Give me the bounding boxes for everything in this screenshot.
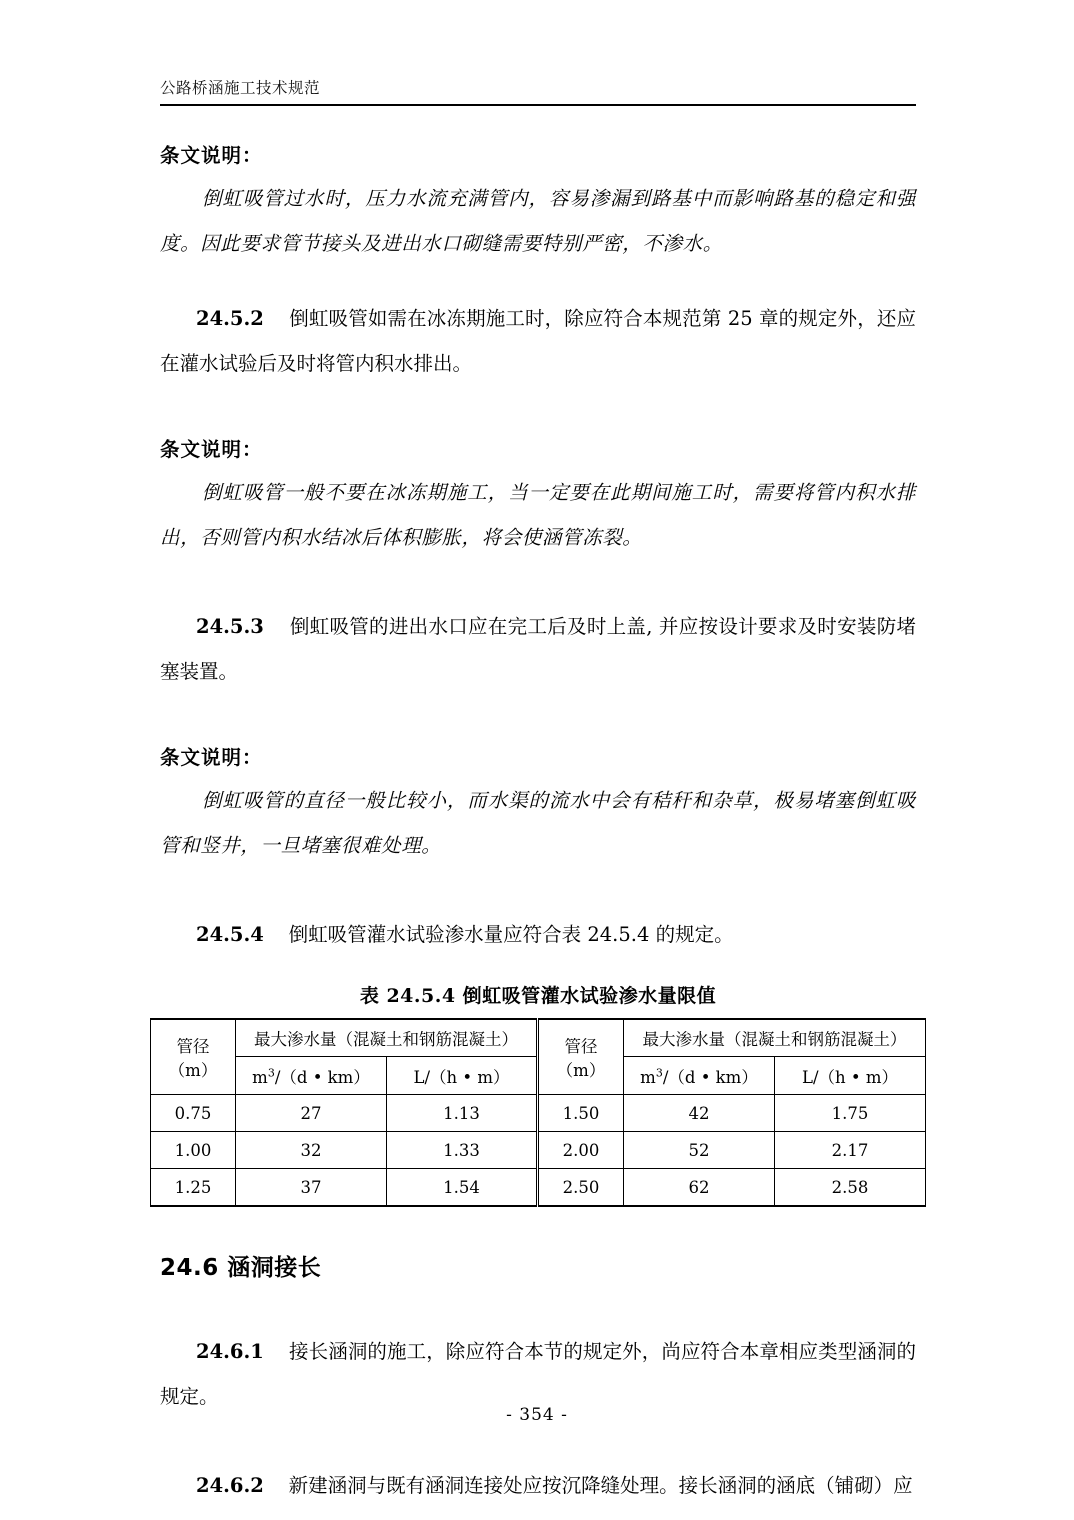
cell-m3-left: 27 xyxy=(236,1095,387,1132)
note-title-2: 条文说明： xyxy=(160,438,263,461)
clause-24-5-4-number: 24.5.4 xyxy=(196,923,264,946)
cell-m3-right: 42 xyxy=(624,1095,775,1132)
table-row xyxy=(151,1095,926,1132)
clause-24-5-4-text: 倒虹吸管灌水试验渗水量应符合表 24.5.4 的规定。 xyxy=(288,923,734,946)
unit-m3-base-r: m xyxy=(640,1067,656,1087)
cell-L-left: 1.13 xyxy=(387,1095,538,1132)
clause-24-5-3-number: 24.5.3 xyxy=(196,615,264,638)
header-seepage-group-left: 最大渗水量（混凝土和钢筋混凝土） xyxy=(236,1019,538,1057)
header-diameter-left-label: 管径 xyxy=(176,1037,210,1056)
header-diameter-left xyxy=(151,1019,236,1095)
page-content xyxy=(160,0,916,1508)
clause-24-6-2-text: 新建涵洞与既有涵洞连接处应按沉降缝处理。接长涵洞的涵底（铺砌）应 xyxy=(288,1474,913,1497)
cell-diameter-left: 1.00 xyxy=(151,1132,236,1169)
unit-m3-rest-l: /（d • km） xyxy=(274,1067,370,1087)
header-diameter-right-unit: （m） xyxy=(556,1061,606,1080)
cell-m3-left: 32 xyxy=(236,1132,387,1169)
header-diameter-left-unit: （m） xyxy=(168,1061,218,1080)
running-header: 公路桥涵施工技术规范 xyxy=(160,79,321,97)
header-unit-L-right: L/（h • m） xyxy=(775,1057,926,1095)
note-body-1-text: 倒虹吸管过水时，压力水流充满管内，容易渗漏到路基中而影响路基的稳定和强度。因此要求管节接头及进出水口砌缝需要特别严密，不渗水。 xyxy=(160,187,916,255)
cell-L-left: 1.33 xyxy=(387,1132,538,1169)
clause-24-6-2-number: 24.6.2 xyxy=(196,1474,264,1497)
cell-diameter-left: 1.25 xyxy=(151,1169,236,1207)
spacer xyxy=(160,106,916,136)
spacer xyxy=(160,1285,916,1329)
spacer xyxy=(160,560,916,604)
note-body-1 xyxy=(160,176,916,266)
cell-L-right: 2.17 xyxy=(775,1132,926,1169)
clause-24-5-2-text: 倒虹吸管如需在冰冻期施工时，除应符合本规范第 25 章的规定外，还应在灌水试验后及时将管内积水排出。 xyxy=(160,307,916,375)
spacer xyxy=(160,1207,916,1251)
cell-diameter-right: 2.00 xyxy=(538,1132,624,1169)
table-caption: 表 24.5.4 倒虹吸管灌水试验渗水量限值 xyxy=(359,985,717,1007)
cell-L-right: 1.75 xyxy=(775,1095,926,1132)
clause-24-5-4 xyxy=(160,912,916,957)
cell-L-left: 1.54 xyxy=(387,1169,538,1207)
cell-m3-left: 37 xyxy=(236,1169,387,1207)
page-number: - 354 - xyxy=(506,1405,568,1425)
table-header-row-1 xyxy=(151,1019,926,1057)
clause-24-5-2 xyxy=(160,296,916,386)
spacer xyxy=(160,957,916,975)
header-seepage-group-right: 最大渗水量（混凝土和钢筋混凝土） xyxy=(624,1019,926,1057)
cell-diameter-right: 1.50 xyxy=(538,1095,624,1132)
clause-24-6-1-text: 接长涵洞的施工，除应符合本节的规定外，尚应符合本章相应类型涵洞的规定。 xyxy=(160,1340,916,1408)
cell-diameter-left: 0.75 xyxy=(151,1095,236,1132)
note-body-3 xyxy=(160,778,916,868)
table-24-5-4 xyxy=(150,1018,926,1207)
note-body-3-text: 倒虹吸管的直径一般比较小，而水渠的流水中会有秸秆和杂草，极易堵塞倒虹吸管和竖井，一旦堵塞很难处理。 xyxy=(160,789,916,857)
cell-diameter-right: 2.50 xyxy=(538,1169,624,1207)
clause-24-5-3-text: 倒虹吸管的进出水口应在完工后及时上盖, 并应按设计要求及时安装防堵塞装置。 xyxy=(160,615,917,683)
spacer xyxy=(160,266,916,296)
cell-L-right: 2.58 xyxy=(775,1169,926,1207)
header-unit-L-left: L/（h • m） xyxy=(387,1057,538,1095)
table-row xyxy=(151,1169,926,1207)
spacer xyxy=(160,868,916,912)
cell-m3-right: 62 xyxy=(624,1169,775,1207)
unit-m3-sup-r: 3 xyxy=(655,1066,663,1079)
note-body-2-text: 倒虹吸管一般不要在冰冻期施工，当一定要在此期间施工时，需要将管内积水排出，否则管内积水结冰后体积膨胀，将会使涵管冻裂。 xyxy=(160,481,916,549)
spacer xyxy=(160,386,916,430)
clause-24-6-2 xyxy=(160,1463,916,1508)
note-body-2 xyxy=(160,470,916,560)
clause-24-5-2-number: 24.5.2 xyxy=(196,307,264,330)
clause-24-5-3 xyxy=(160,604,916,694)
unit-m3-rest-r: /（d • km） xyxy=(662,1067,758,1087)
header-unit-m3-right xyxy=(624,1057,775,1095)
note-title-1: 条文说明： xyxy=(160,144,263,167)
header-diameter-right xyxy=(538,1019,624,1095)
table-row xyxy=(151,1132,926,1169)
clause-24-6-1-number: 24.6.1 xyxy=(196,1340,264,1363)
spacer xyxy=(160,694,916,738)
unit-m3-sup-l: 3 xyxy=(267,1066,275,1079)
header-diameter-right-label: 管径 xyxy=(564,1037,598,1056)
note-title-3: 条文说明： xyxy=(160,746,263,769)
section-heading-24-6: 24.6 涵洞接长 xyxy=(160,1255,322,1281)
spacer xyxy=(160,1419,916,1463)
header-unit-m3-left xyxy=(236,1057,387,1095)
unit-m3-base-l: m xyxy=(252,1067,268,1087)
cell-m3-right: 52 xyxy=(624,1132,775,1169)
